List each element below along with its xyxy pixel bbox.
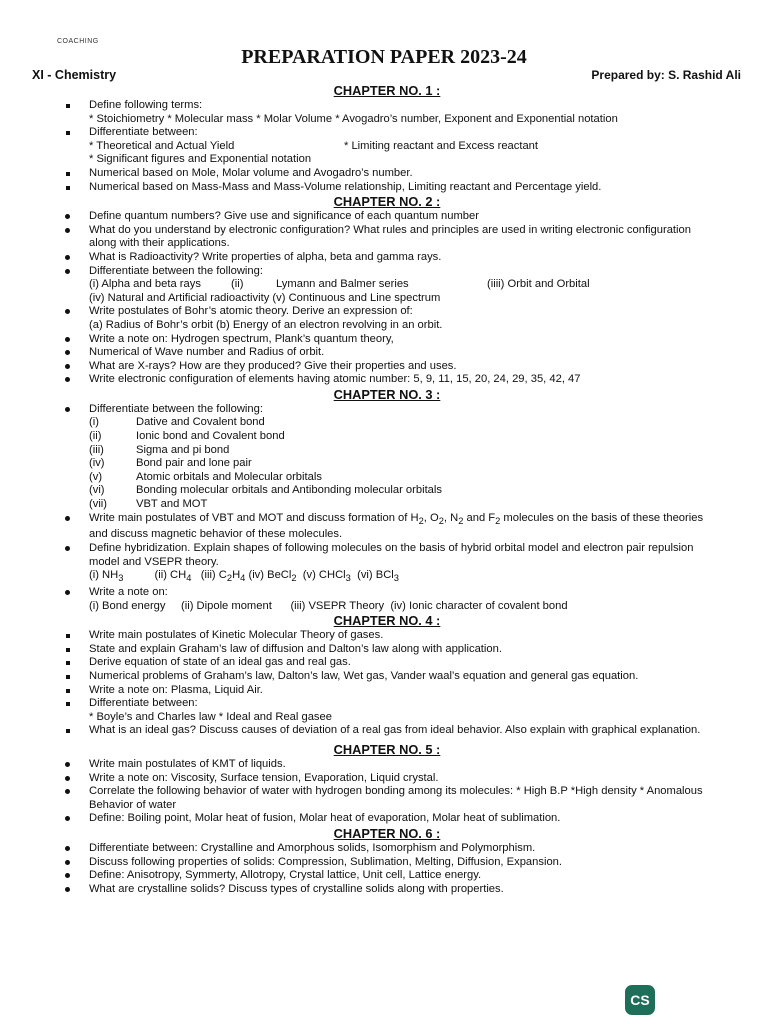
list-item: Differentiate between: * Theoretical and Actual Yield * Limiting reactant and Excess reactant * Significant figures and Exponential notation — [62, 126, 712, 167]
list-item: What is an ideal gas? Discuss causes of deviation of a real gas from ideal behavior. Also explain with graphical explanation. — [62, 724, 712, 738]
sub-item: (v) Atomic orbitals and Molecular orbitals — [89, 470, 322, 483]
list-item: Write a note on: (i) Bond energy (ii) Dipole moment (iii) VSEPR Theory (iv) Ionic character of covalent bond — [62, 586, 712, 613]
sub-item: (ii) Ionic bond and Covalent bond — [89, 430, 285, 443]
list-item: Define: Boiling point, Molar heat of fusion, Molar heat of evaporation, Molar heat of sublimation. — [62, 812, 712, 826]
sub-item: (vii) VBT and MOT — [89, 498, 208, 511]
sub-item: (i) Dative and Covalent bond — [89, 416, 265, 429]
list-item: Write main postulates of Kinetic Molecular Theory of gases. — [62, 629, 712, 643]
list-item: Define following terms: * Stoichiometry * Molecular mass * Molar Volume * Avogadro’s number, Exponent and Exponential notation — [62, 99, 712, 126]
chapter-5-list — [62, 758, 712, 826]
list-item: Differentiate between: Crystalline and Amorphous solids, Isomorphism and Polymorphism. — [62, 842, 712, 856]
list-item: Numerical problems of Graham’s law, Dalton’s law, Wet gas, Vander waal’s equation and general gas equation. — [62, 670, 712, 684]
list-item: Differentiate between the following: (i) Alpha and beta rays (ii) Lymann and Balmer series (iiii) Orbit and Orbital (iv) Natural and Artificial radioactivity (v) Continuous and Line spectrum — [62, 265, 712, 306]
molecule-list: (i) $NH_3$ (ii) $CH_4$ (iii) $C_2H_4$ (iv) BeCl$_2$ (v) CHCl$_3$ (vi) BCl$_3$ — [89, 569, 399, 584]
chapter-4-heading: CHAPTER NO. 4 : — [333, 613, 441, 629]
list-item: Discuss following properties of solids: Compression, Sublimation, Melting, Diffusion, Expansion. — [62, 856, 712, 870]
list-item: Derive equation of state of an ideal gas and real gas. — [62, 656, 712, 670]
list-item: What are X-rays? How are they produced? Give their properties and uses. — [62, 360, 712, 374]
camscanner-badge-icon: CS — [625, 985, 655, 1015]
list-item: Define hybridization. Explain shapes of following molecules on the basis of hybrid orbital model and electron pair repulsion model and VSEPR theory. (i) $NH_3$ (ii) $CH_4$ (iii) $C_2H_4$ (iv) BeCl$_2$ (v) CHCl$_3$ (vi) BCl$_3$ — [62, 542, 712, 586]
list-item: Write main postulates of KMT of liquids. — [62, 758, 712, 772]
chapter-4-list — [62, 629, 712, 738]
chapter-3-list — [62, 403, 712, 613]
list-item: Write a note on: Hydrogen spectrum, Plank’s quantum theory, — [62, 333, 712, 347]
chapter-3-heading: CHAPTER NO. 3 : — [333, 386, 441, 402]
chapter-1-list — [62, 99, 712, 194]
chapter-1-heading: CHAPTER NO. 1 : — [333, 83, 441, 98]
list-item: Define: Anisotropy, Symmerty, Allotropy, Crystal lattice, Unit cell, Lattice energy. — [62, 869, 712, 883]
chapter-5-heading: CHAPTER NO. 5 : — [333, 742, 441, 757]
chapter-6-list — [62, 842, 712, 896]
chapter-2-heading: CHAPTER NO. 2 : — [333, 194, 441, 210]
list-item: What is Radioactivity? Write properties of alpha, beta and gamma rays. — [62, 251, 712, 265]
list-item: Numerical based on Mole, Molar volume and Avogadro’s number. — [62, 167, 712, 181]
list-item: Write electronic configuration of elements having atomic number: 5, 9, 11, 15, 20, 24, 29, 35, 42, 47 — [62, 373, 712, 387]
subject-label: XI - Chemistry — [32, 68, 117, 82]
list-item: Write postulates of Bohr’s atomic theory. Derive an expression of: (a) Radius of Bohr’s orbit (b) Energy of an electron revolving in an orbit. — [62, 305, 712, 332]
chapter-2-list — [62, 210, 712, 387]
sub-item: (iv) Bond pair and lone pair — [89, 457, 252, 470]
list-item: Write main postulates of VBT and MOT and discuss formation of $H_2$, $O_2$, $N_2$ and $F_2$ molecules on the basis of these theories and discuss magnetic behavior of these molecules. — [62, 512, 712, 542]
author-label: Prepared by: S. Rashid Ali — [591, 68, 741, 82]
list-item: Differentiate between the following: (i) Dative and Covalent bond (ii) Ionic bond and Covalent bond (iii) Sigma and pi bond (iv) Bond pair and lone pair (v) Atomic orbitals and Molecular orbitals (vi) Bonding molecular orbitals and Antibonding molecular orbitals (vii) VBT and MOT — [62, 403, 712, 512]
list-item: Correlate the following behavior of water with hydrogen bonding among its molecules: * High B.P *High density * Anomalous Behavior of water — [62, 785, 712, 812]
list-item: Numerical of Wave number and Radius of orbit. — [62, 346, 712, 360]
list-item: Differentiate between: * Boyle’s and Charles law * Ideal and Real gasee — [62, 697, 712, 724]
logo: COACHING — [57, 38, 99, 45]
sub-item: (iii) Sigma and pi bond — [89, 443, 230, 456]
list-item: State and explain Graham’s law of diffusion and Dalton’s law along with application. — [62, 643, 712, 657]
list-item: Define quantum numbers? Give use and significance of each quantum number — [62, 210, 712, 224]
list-item: Numerical based on Mass-Mass and Mass-Volume relationship, Limiting reactant and Percentage yield. — [62, 181, 712, 195]
list-item: What do you understand by electronic configuration? What rules and principles are used in writing electronic configuration along with their applications. — [62, 224, 712, 251]
question-content — [62, 83, 712, 896]
chapter-6-heading: CHAPTER NO. 6 : — [333, 825, 441, 841]
list-item: Write a note on: Plasma, Liquid Air. — [62, 684, 712, 698]
page-title: PREPARATION PAPER 2023-24 — [241, 46, 527, 68]
sub-item: (vi) Bonding molecular orbitals and Antibonding molecular orbitals — [89, 484, 442, 497]
list-item: Write a note on: Viscosity, Surface tension, Evaporation, Liquid crystal. — [62, 772, 712, 786]
list-item: What are crystalline solids? Discuss types of crystalline solids along with properties. — [62, 883, 712, 897]
